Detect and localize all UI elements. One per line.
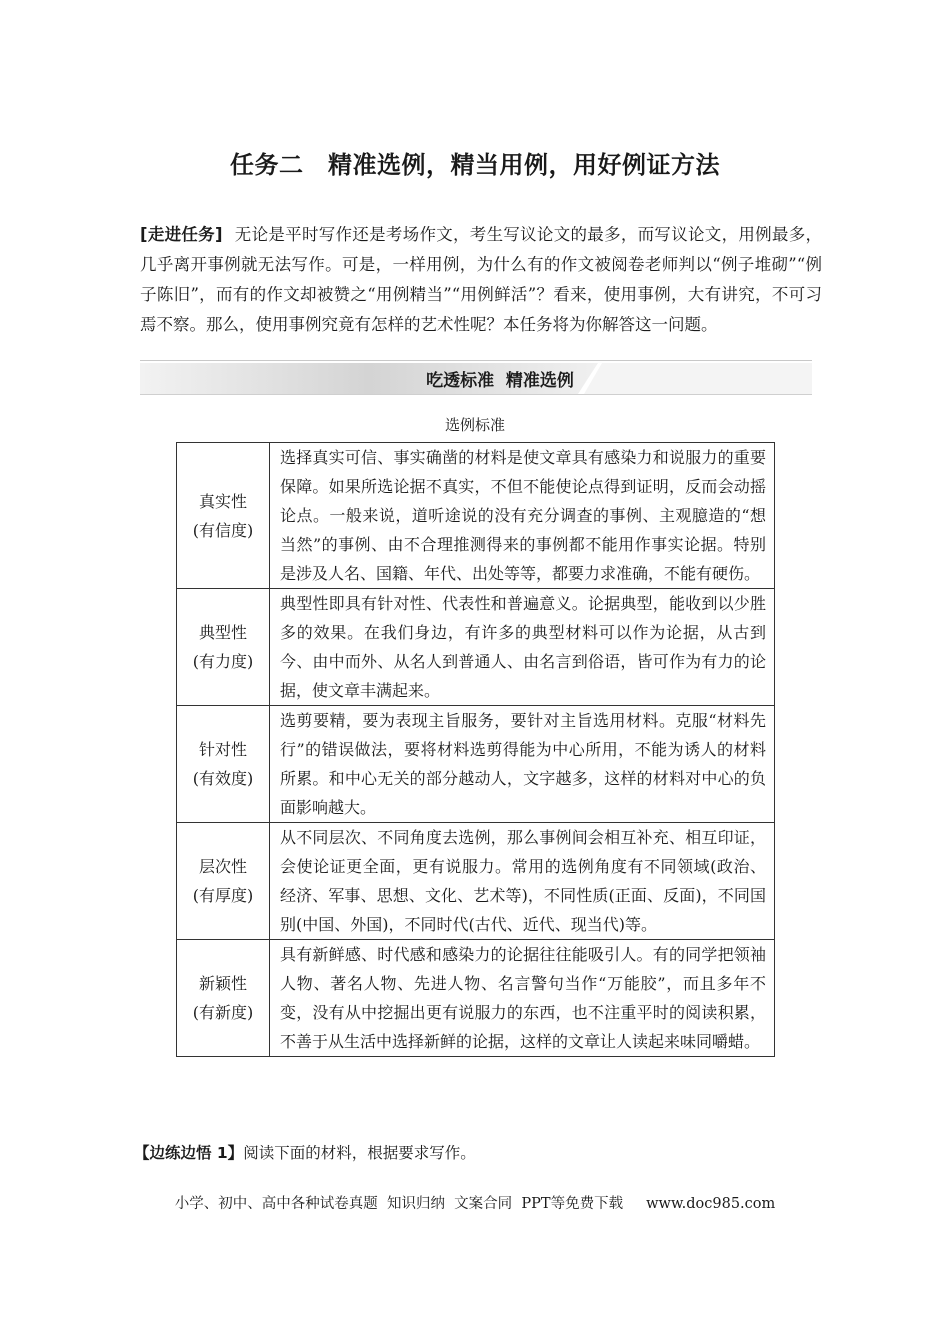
criteria-table-body <box>177 443 775 1057</box>
table-caption: 选例标准 <box>444 416 505 434</box>
table-row <box>177 443 775 589</box>
table-row <box>177 589 775 706</box>
intro-paragraph <box>140 220 822 340</box>
criteria-table <box>176 442 775 1057</box>
criterion-name: 真实性 <box>198 491 247 511</box>
criterion-name-cell <box>177 589 270 706</box>
criterion-name: 层次性 <box>198 857 247 876</box>
criterion-subtitle: (有效度) <box>192 769 254 788</box>
criterion-name-cell <box>177 443 270 589</box>
criterion-name-cell <box>177 940 270 1057</box>
table-row <box>177 823 775 940</box>
criterion-name: 针对性 <box>198 740 247 759</box>
criterion-description: 从不同层次、不同角度去选例，那么事例间会相互补充、相互印证，会使论证更全面，更有说服力。常用的选例角度有不同领域(政治、经济、军事、思想、文化、艺术等)，不同性质(正面、反面)，不同国别(中国、外国)，不同时代(古代、近代、现当代)等。 <box>270 823 775 940</box>
criterion-subtitle: (有信度) <box>192 520 254 540</box>
criterion-description: 选剪要精，要为表现主旨服务，要针对主旨选用材料。克服“材料先行”的错误做法，要将材料选剪得能为中心所用，不能为诱人的材料所累。和中心无关的部分越动人，文字越多，这样的材料对中心的负面影响越大。 <box>270 706 775 823</box>
page-title: 任务二 精准选例，精当用例，用好例证方法 <box>230 151 720 179</box>
banner-title: 吃透标准 精准选例 <box>426 371 574 391</box>
criterion-description: 典型性即具有针对性、代表性和普遍意义。论据典型，能收到以少胜多的效果。在我们身边，有许多的典型材料可以作为论据，从古到今、由中而外、从名人到普通人、由名言到俗语，皆可作为有力的论据，使文章丰满起来。 <box>270 589 775 706</box>
intro-text: 无论是平时写作还是考场作文，考生写议论文的最多，而写议论文，用例最多，几乎离开事例就无法写作。可是，一样用例，为什么有的作文被阅卷老师判以“例子堆砌”“例子陈旧”，而有的作文却被赞之“用例精当”“用例鲜活”？看来，使用事例，大有讲究，不可习焉不察。那么，使用事例究竟有怎样的艺术性呢？本任务将为你解答这一问题。 <box>140 225 822 334</box>
page-footer: 小学、初中、高中各种试卷真题 知识归纳 文案合同 PPT等免费下载 www.doc985.com <box>174 1196 776 1212</box>
criterion-subtitle: (有新度) <box>192 1003 254 1022</box>
criterion-name-cell <box>177 706 270 823</box>
practice-tag: 【边练边悟 1】 <box>134 1144 244 1162</box>
criterion-name: 典型性 <box>198 623 247 642</box>
practice-prompt <box>134 1141 476 1163</box>
criterion-name-cell <box>177 823 270 940</box>
criterion-description: 选择真实可信、事实确凿的材料是使文章具有感染力和说服力的重要保障。如果所选论据不真实，不但不能使论点得到证明，反而会动摇论点。一般来说，道听途说的没有充分调查的事例、主观臆造的“想当然”的事例、由不合理推测得来的事例都不能用作事实论据。特别是涉及人名、国籍、年代、出处等等，都要力求准确，不能有硬伤。 <box>270 443 775 589</box>
criterion-description: 具有新鲜感、时代感和感染力的论据往往能吸引人。有的同学把领袖人物、著名人物、先进人物、名言警句当作“万能胶”，而且多年不变，没有从中挖掘出更有说服力的东西，也不注重平时的阅读积累，不善于从生活中选择新鲜的论据，这样的文章让人读起来味同嚼蜡。 <box>270 940 775 1057</box>
criterion-name: 新颖性 <box>198 974 247 993</box>
section-banner <box>140 360 812 396</box>
criterion-subtitle: (有力度) <box>192 652 254 671</box>
criterion-subtitle: (有厚度) <box>192 886 254 905</box>
intro-tag: [走进任务] <box>140 225 223 244</box>
table-row <box>177 706 775 823</box>
table-row <box>177 940 775 1057</box>
practice-text: 阅读下面的材料，根据要求写作。 <box>243 1144 476 1162</box>
